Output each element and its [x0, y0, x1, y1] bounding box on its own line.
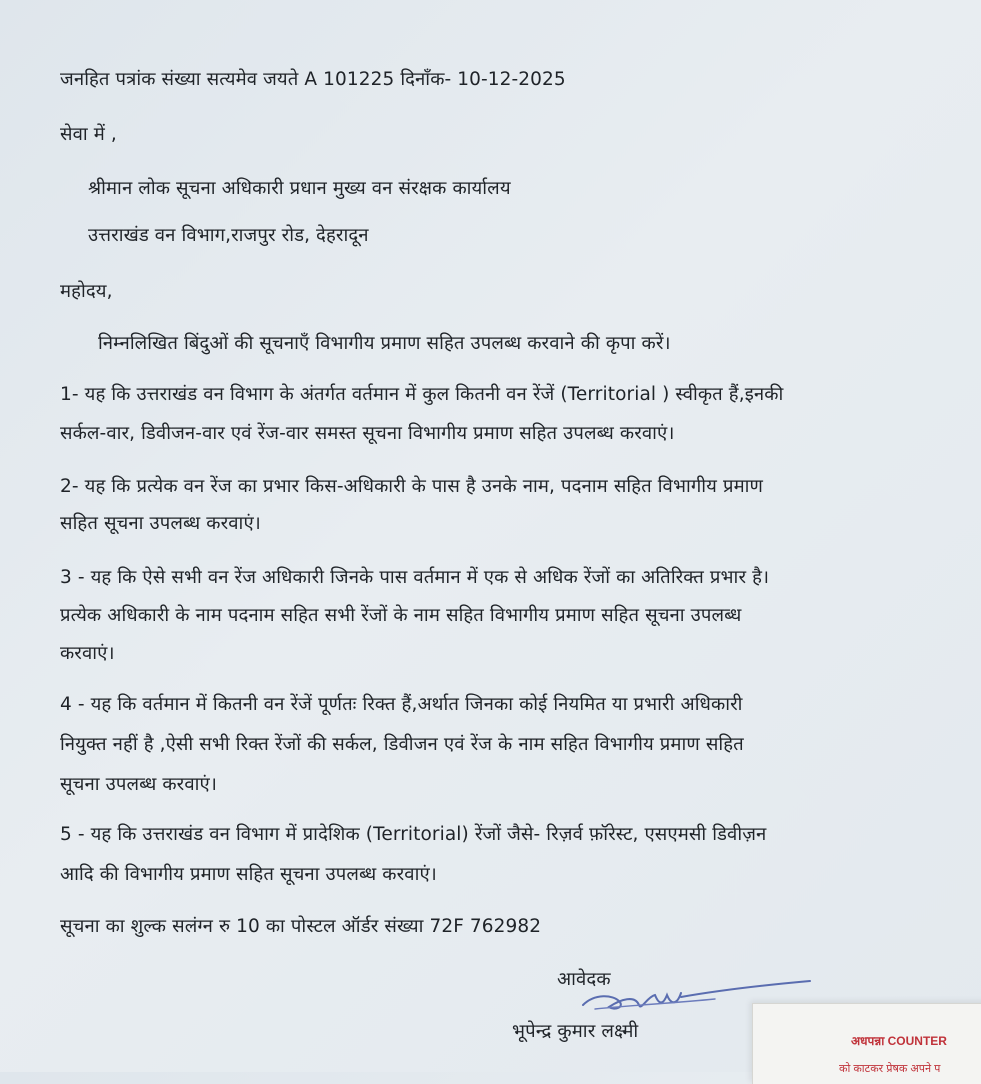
fee-note: सूचना का शुल्क सलंग्न रु 10 का पोस्टल ऑर्डर संख्या 72F 762982 — [60, 916, 542, 937]
point-2-line-1: 2- यह कि प्रत्येक वन रेंज का प्रभार किस-अधिकारी के पास है उनके नाम, पदनाम सहित विभागीय प्रमाण — [60, 476, 764, 497]
intro-paragraph: निम्नलिखित बिंदुओं की सूचनाएँ विभागीय प्रमाण सहित उपलब्ध करवाने की कृपा करें। — [98, 333, 671, 354]
point-3-line-2: प्रत्येक अधिकारी के नाम पदनाम सहित सभी रेंजों के नाम सहित विभागीय प्रमाण सहित सूचना उपलब्ध — [60, 605, 742, 626]
counter-slip-title: अधपन्ना COUNTER — [851, 1034, 947, 1048]
point-1-line-2: सर्कल-वार, डिवीजन-वार एवं रेंज-वार समस्त सूचना विभागीय प्रमाण सहित उपलब्ध करवाएं। — [60, 423, 675, 444]
point-2-line-2: सहित सूचना उपलब्ध करवाएं। — [60, 513, 261, 534]
point-4-line-1: 4 - यह कि वर्तमान में कितनी वन रेंजें पूर्णतः रिक्त हैं,अर्थात जिनका कोई नियमित या प्रभारी अधिकारी — [60, 694, 743, 715]
point-3-line-3: करवाएं। — [60, 643, 115, 664]
applicant-name: भूपेन्द्र कुमार लक्ष्मी — [512, 1021, 639, 1042]
reference-header: जनहित पत्रांक संख्या सत्यमेव जयते A 101225 दिनाँक- 10-12-2025 — [60, 69, 566, 90]
point-5-line-2: आदि की विभागीय प्रमाण सहित सूचना उपलब्ध करवाएं। — [60, 864, 437, 885]
point-4-line-3: सूचना उपलब्ध करवाएं। — [60, 774, 217, 795]
salutation-to: सेवा में , — [60, 124, 117, 145]
applicant-label: आवेदक — [557, 969, 611, 990]
point-4-line-2: नियुक्त नहीं है ,ऐसी सभी रिक्त रेंजों की सर्कल, डिवीजन एवं रेंज के नाम सहित विभागीय प्रमाण सहित — [60, 734, 744, 755]
greeting: महोदय, — [60, 281, 113, 302]
recipient-line-1: श्रीमान लोक सूचना अधिकारी प्रधान मुख्य वन संरक्षक कार्यालय — [88, 178, 511, 199]
point-1-line-1: 1- यह कि उत्तराखंड वन विभाग के अंतर्गत वर्तमान में कुल कितनी वन रेंजें (Territorial ) स्वीकृत हैं,इनकी — [60, 384, 784, 405]
recipient-line-2: उत्तराखंड वन विभाग,राजपुर रोड, देहरादून — [88, 225, 369, 246]
point-5-line-1: 5 - यह कि उत्तराखंड वन विभाग में प्रादेशिक (Territorial) रेंजों जैसे- रिज़र्व फ़ॉरेस्ट, एसएमसी डिवीज़न — [60, 824, 767, 845]
counter-slip-subtext: को काटकर प्रेषक अपने प — [839, 1063, 941, 1075]
point-3-line-1: 3 - यह कि ऐसे सभी वन रेंज अधिकारी जिनके पास वर्तमान में एक से अधिक रेंजों का अतिरिक्त प्रभार है। — [60, 567, 770, 588]
